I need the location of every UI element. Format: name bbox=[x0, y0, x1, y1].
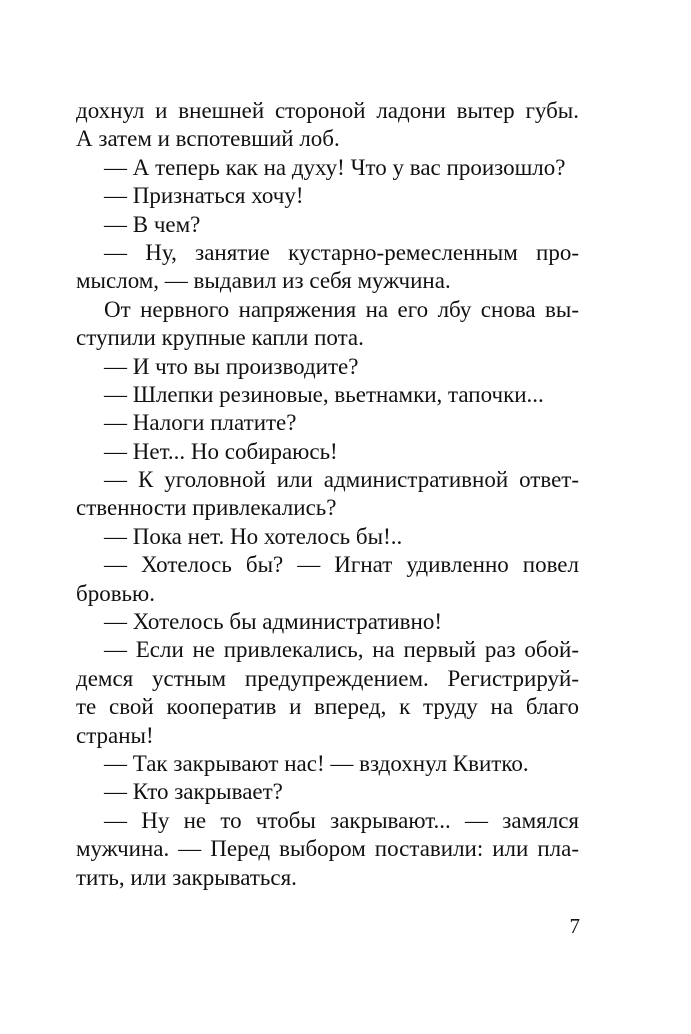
text-line: дохнул и внешней стороной ладони вытер губы. bbox=[76, 98, 579, 123]
text-line: А затем и вспотевший лоб. bbox=[76, 126, 340, 152]
text-line: тить, или закрываться. bbox=[76, 864, 297, 890]
text-line: — Ну, занятие кустарно-ремесленным про- bbox=[104, 239, 579, 265]
text-line: — И что вы производите? bbox=[104, 353, 359, 379]
body-text bbox=[76, 97, 579, 892]
text-line: — Хотелось бы административно! bbox=[104, 609, 443, 635]
text-line: — Так закрывают нас! — вздохнул Квитко. bbox=[104, 750, 529, 776]
text-line: ственности привлекались? bbox=[76, 495, 337, 521]
text-line: От нервного напряжения на его лбу снова вы- bbox=[104, 296, 579, 322]
text-line: страны! bbox=[76, 722, 154, 748]
text-line: — Шлепки резиновые, вьетнамки, тапочки... bbox=[104, 381, 544, 407]
text-line: — А теперь как на духу! Что у вас произошло? bbox=[104, 154, 566, 180]
text-line: бровью. bbox=[76, 580, 155, 606]
text-line: — Если не привлекались, на первый раз обой- bbox=[104, 637, 579, 663]
text-line: — Кто закрывает? bbox=[104, 779, 283, 805]
text-line: ступили крупные капли пота. bbox=[76, 325, 364, 351]
text-line: демся устным предупреждением. Регистрируй- bbox=[76, 665, 579, 691]
text-line: мыслом, — выдавил из себя мужчина. bbox=[76, 268, 451, 294]
text-line: — Признаться хочу! bbox=[104, 183, 304, 209]
text-line: мужчина. — Перед выбором поставили: или пла- bbox=[76, 836, 579, 862]
text-line: — К уголовной или административной ответ- bbox=[104, 467, 579, 493]
text-line: — Нет... Но собираюсь! bbox=[104, 438, 338, 464]
text-line: те свой кооператив и вперед, к труду на благо bbox=[76, 694, 579, 720]
text-line: — Ну не то чтобы закрывают... — замялся bbox=[104, 807, 579, 833]
page-number: 7 bbox=[569, 914, 580, 938]
text-line: — В чем? bbox=[104, 211, 201, 237]
text-line: — Пока нет. Но хотелось бы!.. bbox=[104, 523, 403, 549]
text-line: — Хотелось бы? — Игнат удивленно повел bbox=[104, 552, 579, 578]
text-line: — Налоги платите? bbox=[104, 410, 297, 436]
